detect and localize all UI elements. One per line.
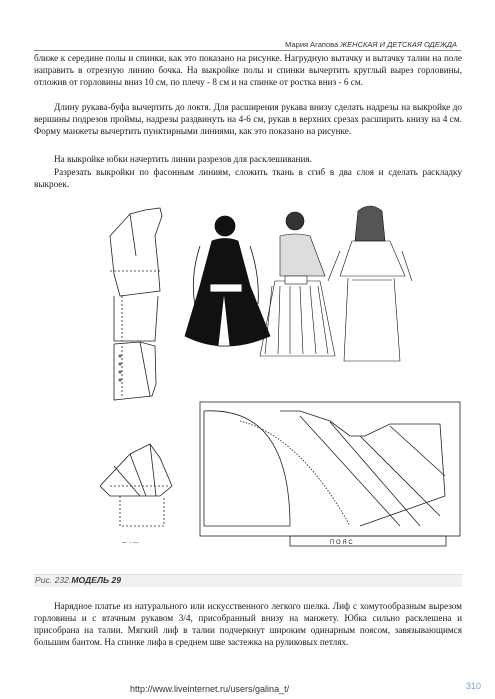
belt-label: П О Я С [330, 540, 353, 546]
author-name: Мария Агапова [285, 40, 339, 49]
paragraph-1: ближе к середине полы и спинки, как это показано на рисунке. Нагрудную вытачку и вытачку талии на поле направить в отрезную линию бочка. На выкройке полы и спинки вычертить круглый вырез горловины, отложив от горловины вниз 10 см, по плечу - 8 см и на спинке от ростка вниз - 6 см. [34, 53, 462, 87]
caption-prefix: Рис. 232. [35, 575, 72, 585]
model-description: Нарядное платье из натурального или искусственного легкого шелка. Лиф с хомутообразным вырезом горловины и с втачным рукавом 3/4, присобранный внизу на манжету. Юбка сильно расклешена и присобрана на талии. Мягкий лиф в талии подчеркнут широким одинарным поясом, завязывающимся большим бантом. На спинке лифа в среднем шве застежка на руликовых петлях. [34, 601, 462, 647]
model-29-illustration [100, 196, 466, 570]
page-number: 310 [465, 681, 481, 691]
paragraph-2: Длину рукава-буфа вычертить до локтя. Для расширения рукава внизу сделать надрезы на выкройке до вершины подрезов проймы, надрезы раздвинуть на 4-6 см, рукав в верхних срезах расширить книзу на 4 см. Форму манжеты вычертить пунктирными линиями, как это показано на рисунке. [34, 102, 462, 136]
skirt-pattern [200, 402, 460, 546]
paragraph-4: Разрезать выкройки по фасонным линиям, сложить ткань в сгиб в два слоя и сделать раскладку выкроек. [34, 167, 462, 189]
fashion-figure-front [185, 216, 270, 346]
bodice-back-pattern [114, 342, 156, 400]
sleeve-pattern [100, 444, 172, 546]
running-header [285, 40, 457, 49]
header-rule [34, 50, 461, 51]
bodice-front-pattern [110, 208, 162, 341]
fashion-figure-back [328, 206, 412, 361]
paragraph-3: На выкройке юбки начертить линии разрезов для расклешивания. [54, 154, 312, 164]
book-title: ЖЕНСКАЯ И ДЕТСКАЯ ОДЕЖДА [340, 40, 457, 49]
caption-model: МОДЕЛЬ 29 [71, 575, 122, 585]
fashion-figure-side [260, 212, 335, 356]
watermark-url: http://www.liveinternet.ru/users/galina_t/ [130, 684, 290, 694]
figure-caption [35, 575, 121, 585]
svg-text:— ·· —: — ·· — [122, 540, 139, 546]
